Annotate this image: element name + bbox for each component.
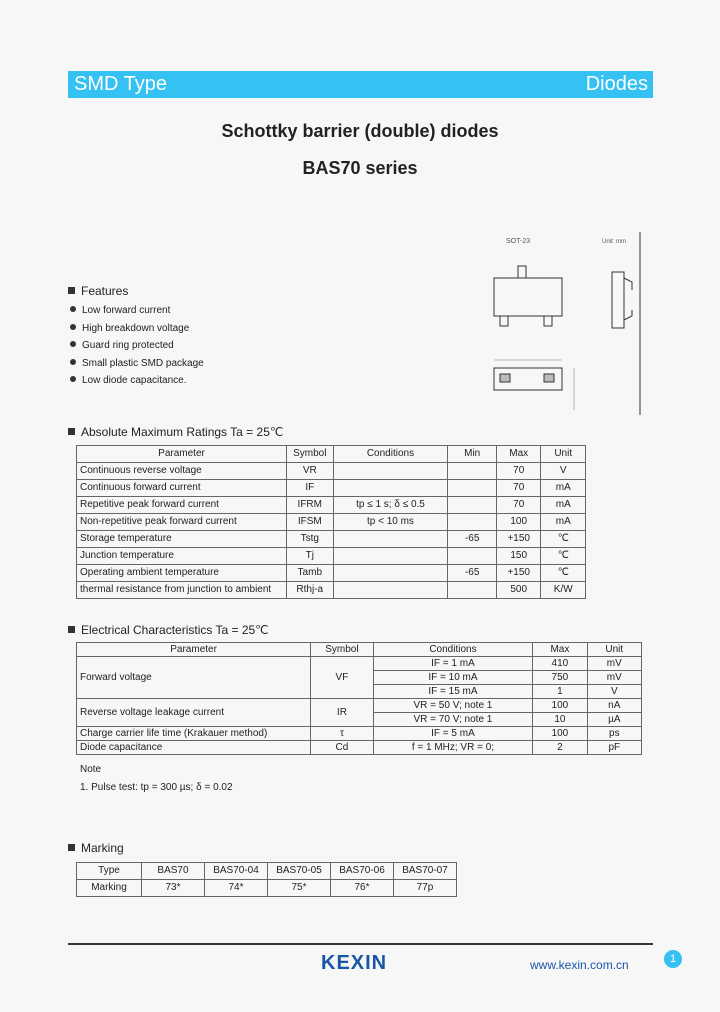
cell-param: Diode capacitance: [77, 741, 311, 755]
marking-table: [76, 862, 457, 897]
col-header: Parameter: [77, 446, 287, 463]
feature-item: Guard ring protected: [70, 337, 204, 355]
cell-unit: ps: [587, 727, 641, 741]
bullet-icon: [70, 341, 76, 347]
elec-heading: Electrical Characteristics Ta = 25℃: [68, 623, 269, 637]
bullet-icon: [70, 376, 76, 382]
cell-param: Non-repetitive peak forward current: [77, 514, 287, 531]
cell-unit: nA: [587, 699, 641, 713]
table-row: [77, 880, 457, 897]
cell-param: Repetitive peak forward current: [77, 497, 287, 514]
cell-unit: mV: [587, 657, 641, 671]
table-header-row: [77, 643, 642, 657]
cell-cond: IF = 5 mA: [373, 727, 533, 741]
table-row: [77, 699, 642, 713]
cell-cond: f = 1 MHz; VR = 0;: [373, 741, 533, 755]
square-bullet-icon: [68, 287, 75, 294]
cell-symbol: Tj: [287, 548, 334, 565]
cell-cond: [333, 582, 448, 599]
cell-min: -65: [448, 531, 497, 548]
cell-max: 10: [533, 713, 587, 727]
cell-param: thermal resistance from junction to ambient: [77, 582, 287, 599]
cell-cond: VR = 70 V; note 1: [373, 713, 533, 727]
table-row: [77, 463, 586, 480]
cell: 76*: [331, 880, 394, 897]
cell-max: 70: [496, 480, 540, 497]
cell-cond: [333, 548, 448, 565]
feature-item: Small plastic SMD package: [70, 355, 204, 373]
col-header: Conditions: [373, 643, 533, 657]
cell-param: Storage temperature: [77, 531, 287, 548]
cell-symbol: IR: [311, 699, 374, 727]
cell-min: [448, 548, 497, 565]
table-row: [77, 582, 586, 599]
col-header: Max: [496, 446, 540, 463]
table-row: [77, 497, 586, 514]
col-header: Parameter: [77, 643, 311, 657]
page-subtitle: BAS70 series: [302, 158, 418, 178]
cell: BAS70-04: [205, 863, 268, 880]
header-bar: [68, 71, 653, 98]
page-number: 1: [664, 950, 682, 968]
cell-min: [448, 582, 497, 599]
cell: BAS70-05: [268, 863, 331, 880]
cell-param: Continuous forward current: [77, 480, 287, 497]
cell-max: 2: [533, 741, 587, 755]
cell-cond: IF = 15 mA: [373, 685, 533, 699]
cell-max: 100: [496, 514, 540, 531]
col-header: Max: [533, 643, 587, 657]
table-row: [77, 565, 586, 582]
cell-min: [448, 480, 497, 497]
marking-heading: Marking: [68, 841, 124, 855]
cell-cond: IF = 1 mA: [373, 657, 533, 671]
cell-unit: ℃: [541, 565, 586, 582]
square-bullet-icon: [68, 428, 75, 435]
cell: 77p: [394, 880, 457, 897]
cell-unit: V: [541, 463, 586, 480]
cell-min: [448, 497, 497, 514]
cell-max: 750: [533, 671, 587, 685]
cell-param: Reverse voltage leakage current: [77, 699, 311, 727]
cell-max: 70: [496, 497, 540, 514]
col-header: Symbol: [311, 643, 374, 657]
feature-item: Low diode capacitance.: [70, 372, 204, 390]
table-row: [77, 741, 642, 755]
cell-cond: tp ≤ 1 s; δ ≤ 0.5: [333, 497, 448, 514]
kexin-logo: KEXIN: [321, 952, 388, 974]
cell: Marking: [77, 880, 142, 897]
cell-max: 100: [533, 727, 587, 741]
cell-unit: ℃: [541, 548, 586, 565]
cell-max: 500: [496, 582, 540, 599]
col-header: Min: [448, 446, 497, 463]
package-drawing: [474, 230, 642, 415]
cell-symbol: IF: [287, 480, 334, 497]
features-heading: Features: [68, 284, 128, 298]
cell-param: Junction temperature: [77, 548, 287, 565]
abs-max-table: [76, 445, 586, 599]
cell-max: 100: [533, 699, 587, 713]
table-row: [77, 514, 586, 531]
cell-param: Charge carrier life time (Krakauer method): [77, 727, 311, 741]
feature-item: High breakdown voltage: [70, 320, 204, 338]
cell: 73*: [142, 880, 205, 897]
cell: BAS70-06: [331, 863, 394, 880]
cell-unit: µA: [587, 713, 641, 727]
cell-symbol: τ: [311, 727, 374, 741]
cell-symbol: Rthj-a: [287, 582, 334, 599]
feature-item: Low forward current: [70, 302, 204, 320]
table-row: [77, 863, 457, 880]
cell-cond: [333, 565, 448, 582]
elec-table: [76, 642, 642, 755]
bullet-icon: [70, 306, 76, 312]
cell-param: Continuous reverse voltage: [77, 463, 287, 480]
header-right: Diodes: [585, 73, 648, 95]
cell-cond: tp < 10 ms: [333, 514, 448, 531]
cell-max: 410: [533, 657, 587, 671]
package-unit: Unit: mm: [602, 239, 626, 245]
cell-symbol: Tstg: [287, 531, 334, 548]
cell-unit: mA: [541, 514, 586, 531]
abs-heading: Absolute Maximum Ratings Ta = 25℃: [68, 425, 283, 439]
features-list: [70, 302, 204, 390]
cell-unit: V: [587, 685, 641, 699]
square-bullet-icon: [68, 626, 75, 633]
table-header-row: [77, 446, 586, 463]
cell-symbol: IFRM: [287, 497, 334, 514]
cell-min: -65: [448, 565, 497, 582]
table-row: [77, 548, 586, 565]
cell-symbol: IFSM: [287, 514, 334, 531]
cell-symbol: Tamb: [287, 565, 334, 582]
footer-url[interactable]: www.kexin.com.cn: [530, 958, 629, 972]
cell-unit: mA: [541, 480, 586, 497]
cell: BAS70: [142, 863, 205, 880]
cell-param: Operating ambient temperature: [77, 565, 287, 582]
bullet-icon: [70, 324, 76, 330]
cell-param: Forward voltage: [77, 657, 311, 699]
cell-cond: [333, 463, 448, 480]
cell-unit: mA: [541, 497, 586, 514]
cell-min: [448, 514, 497, 531]
cell-unit: mV: [587, 671, 641, 685]
package-label: SOT-23: [506, 238, 531, 245]
cell-symbol: Cd: [311, 741, 374, 755]
cell-min: [448, 463, 497, 480]
footer-divider: [68, 943, 653, 945]
cell: 75*: [268, 880, 331, 897]
cell-max: 150: [496, 548, 540, 565]
table-row: [77, 480, 586, 497]
cell-unit: K/W: [541, 582, 586, 599]
col-header: Symbol: [287, 446, 334, 463]
col-header: Unit: [587, 643, 641, 657]
cell: 74*: [205, 880, 268, 897]
cell-unit: pF: [587, 741, 641, 755]
header-left: SMD Type: [74, 73, 167, 95]
square-bullet-icon: [68, 844, 75, 851]
table-row: [77, 727, 642, 741]
col-header: Conditions: [333, 446, 448, 463]
cell-cond: [333, 480, 448, 497]
cell: Type: [77, 863, 142, 880]
cell-symbol: VF: [311, 657, 374, 699]
cell-max: 70: [496, 463, 540, 480]
table-row: [77, 657, 642, 671]
note-title: Note: [80, 764, 102, 775]
note-1: 1. Pulse test: tp = 300 µs; δ = 0.02: [80, 782, 233, 793]
col-header: Unit: [541, 446, 586, 463]
bullet-icon: [70, 359, 76, 365]
cell: BAS70-07: [394, 863, 457, 880]
table-row: [77, 531, 586, 548]
cell-unit: ℃: [541, 531, 586, 548]
cell-cond: VR = 50 V; note 1: [373, 699, 533, 713]
cell-max: +150: [496, 565, 540, 582]
cell-cond: [333, 531, 448, 548]
cell-max: +150: [496, 531, 540, 548]
page-title: Schottky barrier (double) diodes: [221, 121, 499, 141]
cell-cond: IF = 10 mA: [373, 671, 533, 685]
cell-symbol: VR: [287, 463, 334, 480]
cell-max: 1: [533, 685, 587, 699]
